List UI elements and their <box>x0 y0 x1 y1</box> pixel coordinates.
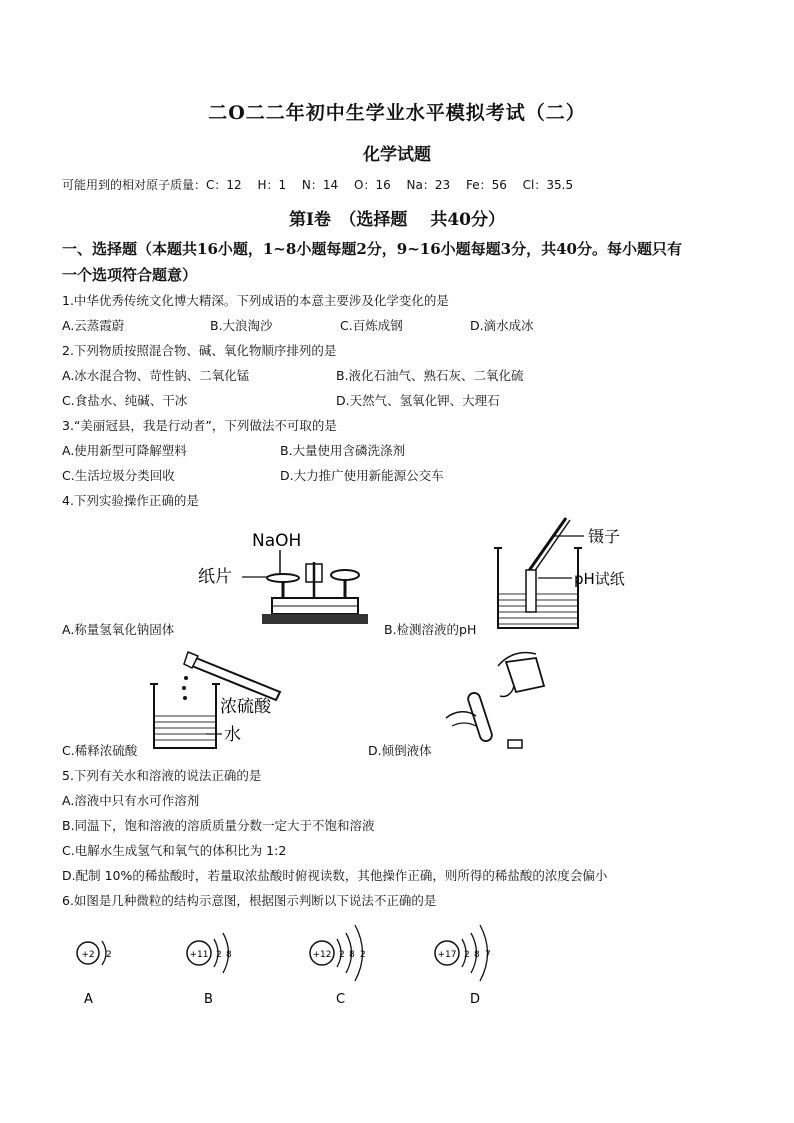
q4-stem: 4.下列实验操作正确的是 <box>62 493 199 508</box>
particle-c-shell-3: 2 <box>360 950 366 960</box>
particle-d <box>435 925 491 1007</box>
particle-c-label: C <box>336 992 346 1007</box>
q3-stem: 3.“美丽冠县，我是行动者”，下列做法不可取的是 <box>62 418 337 433</box>
q3-option-c: C.生活垃圾分类回收 <box>62 468 175 483</box>
q3-option-d: D.大力推广使用新能源公交车 <box>280 468 444 483</box>
q5-stem: 5.下列有关水和溶液的说法正确的是 <box>62 768 262 783</box>
paper-label: 纸片 <box>198 567 232 587</box>
q5-option-c: C.电解水生成氢气和氧气的体积比为 1:2 <box>62 843 287 858</box>
particle-a-shell-1: 2 <box>106 950 112 960</box>
particle-d-nucleus: +17 <box>437 950 457 960</box>
dilute-acid-figure <box>144 640 314 755</box>
q6-stem: 6.如图是几种微粒的结构示意图，根据图示判断以下说法不正确的是 <box>62 893 437 908</box>
instruction-line-1: 一、选择题（本题共16小题，1~8小题每题2分，9~16小题每题3分，共40分。每小题只有 <box>62 240 682 258</box>
particle-b-shell-2: 8 <box>226 950 232 960</box>
particle-diagrams <box>60 915 530 1015</box>
q2-option-d: D.天然气、氢氧化钾、大理石 <box>336 393 500 408</box>
conc-acid-label: 浓硫酸 <box>220 697 271 717</box>
q1-stem: 1.中华优秀传统文化博大精深。下列成语的本意主要涉及化学变化的是 <box>62 293 449 308</box>
q2-option-a: A.冰水混合物、苛性钠、二氧化锰 <box>62 368 250 383</box>
q1-option-b: B.大浪淘沙 <box>210 318 273 333</box>
particle-b <box>187 933 232 1007</box>
exam-subject: 化学试题 <box>363 145 431 165</box>
balance-figure <box>190 522 380 632</box>
q2-option-b: B.液化石油气、熟石灰、二氧化硫 <box>336 368 524 383</box>
ph-test-figure <box>486 512 656 637</box>
q5-option-d: D.配制 10%的稀盐酸时，若量取浓盐酸时俯视读数，其他操作正确，则所得的稀盐酸的浓度会偏小 <box>62 868 608 883</box>
ph-paper-label: pH试纸 <box>574 570 625 588</box>
particle-a <box>77 941 112 1007</box>
q1-option-c: C.百炼成钢 <box>340 318 403 333</box>
q2-option-c: C.食盐水、纯碱、干冰 <box>62 393 188 408</box>
q5-option-b: B.同温下，饱和溶液的溶质质量分数一定大于不饱和溶液 <box>62 818 375 833</box>
particle-b-label: B <box>204 992 213 1007</box>
q4-option-d: D.倾倒液体 <box>368 743 432 758</box>
q3-option-b: B.大量使用含磷洗涤剂 <box>280 443 406 458</box>
particle-c-shell-2: 8 <box>349 950 355 960</box>
particle-a-label: A <box>84 992 93 1007</box>
q4-option-a: A.称量氢氧化钠固体 <box>62 622 175 637</box>
particle-c <box>310 925 366 1007</box>
particle-a-nucleus: +2 <box>81 950 95 960</box>
exam-title: 二O二二年初中生学业水平模拟考试（二） <box>208 102 586 124</box>
particle-d-label: D <box>470 992 481 1007</box>
q1-option-d: D.滴水成冰 <box>470 318 534 333</box>
particle-b-shell-1: 2 <box>216 950 222 960</box>
q3-option-a: A.使用新型可降解塑料 <box>62 443 187 458</box>
tweezers-label: 镊子 <box>588 527 621 546</box>
particle-b-nucleus: +11 <box>189 950 209 960</box>
q5-option-a: A.溶液中只有水可作溶剂 <box>62 793 200 808</box>
q1-option-a: A.云蒸霞蔚 <box>62 318 125 333</box>
atomic-masses: 可能用到的相对原子质量：C：12 H：1 N：14 O：16 Na：23 Fe：56 Cl：35.5 <box>62 178 574 192</box>
pour-liquid-figure <box>436 640 556 755</box>
particle-d-shell-2: 8 <box>474 950 480 960</box>
q4-option-c: C.稀释浓硫酸 <box>62 743 138 758</box>
particle-c-shell-1: 2 <box>339 950 345 960</box>
water-label: 水 <box>224 725 241 745</box>
q4-option-b: B.检测溶液的pH <box>384 622 477 637</box>
instruction-line-2: 一个选项符合题意） <box>62 266 198 284</box>
particle-d-shell-3: 7 <box>485 950 491 960</box>
particle-c-nucleus: +12 <box>312 950 332 960</box>
section-heading: 第Ⅰ卷 （选择题 共40分） <box>288 210 506 230</box>
particle-d-shell-1: 2 <box>464 950 470 960</box>
q2-stem: 2.下列物质按照混合物、碱、氧化物顺序排列的是 <box>62 343 337 358</box>
naoh-label: NaOH <box>252 531 302 551</box>
